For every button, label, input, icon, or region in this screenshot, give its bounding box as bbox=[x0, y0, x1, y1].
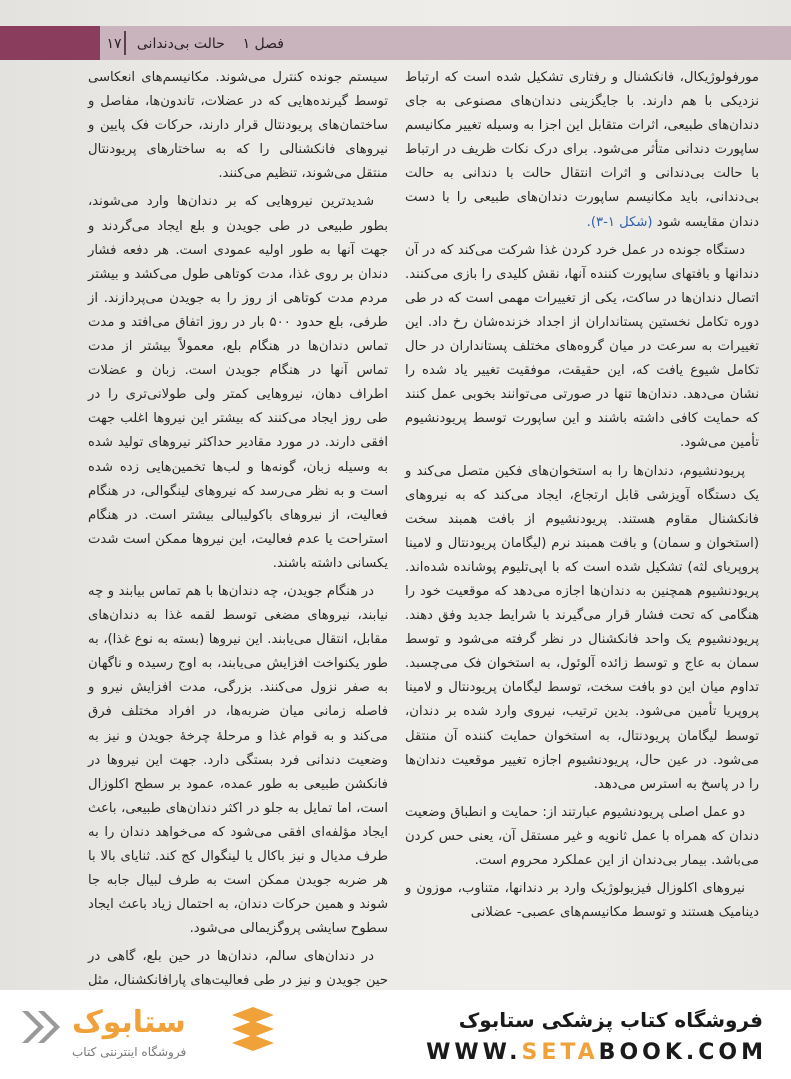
book-stack-icon bbox=[230, 1005, 276, 1061]
paragraph: نیروهای اکلوزال فیزیولوژیک وارد بر دندانها، متناوب، موزون و دینامیک هستند و توسط مکانیسم‌های عصبی- عضلانی bbox=[405, 881, 759, 921]
figure-reference[interactable]: (شکل ۱-۳). bbox=[586, 214, 653, 230]
paragraph: مورفولوژیکال، فانکشنال و رفتاری تشکیل شده است که ارتباط نزدیکی با هم دارند. با جایگزینی دندان‌های مصنوعی به جای دندان‌های طبیعی، اثرات متقابل این اجزا به وسیله تغییر مکانیسم ساپورت دندانی متأثر می‌شود. برای درک نکات ظریف در ارتباط با حالت بی‌دندانی و اثرات انتقال حالت با دندانی به حالت بی‌دندانی، باید مکانیسم ساپورت دندان‌های طبیعی را با دست دندان مقایسه شود (شکل ۱-۳). bbox=[405, 70, 759, 230]
paragraph: پریودنشیوم، دندان‌ها را به استخوان‌های فکین متصل می‌کند و یک دستگاه آویزشی قابل ارتجاع، ایجاد می‌کند که به نیروهای فانکشنال مقاوم هستند. پریودنشیوم از بافت همبند سخت (استخوان و سمان) و بافت همبند نرم (لیگامان پریودنتال و لامینا پروپریای لثه) تشکیل شده است که با اپی‌تلیوم پوشانده شده‌اند. پریودنشیوم همچنین به دندان‌ها اجازه می‌دهد که موقعیت خود را هنگامی که تحت فشار قرار می‌گیرند با شرایط جدید وفق دهند. پریودنشیوم یک واحد فانکشنال در نظر گرفته می‌شود و توسط سمان به عاج و توسط زائده آلوئول، به استخوان فک می‌چسبد. تداوم میان این دو بافت سخت، توسط لیگامان پریودنتال و لامینا پروپریا تأمین می‌شود. بدین ترتیب، نیروی وارد شده بر دندان، توسط لیگامان پریودنتال، به استخوان حمایت کننده آن منتقل می‌شود. در عین حال، پریودنشیوم اجازه تغییر موقعیت دندان‌ها را در پاسخ به استرس می‌دهد. bbox=[405, 463, 759, 792]
paragraph: دو عمل اصلی پریودنشیوم عبارتند از: حمایت و انطباق وضعیت دندان که همراه با عمل ثانویه و غیر مستقل آن، یعنی حس کردن می‌باشد. بیمار بی‌دندان از این عملکرد محروم است. bbox=[405, 804, 759, 868]
chapter-title: حالت بی‌دندانی bbox=[136, 36, 225, 52]
left-column bbox=[88, 66, 388, 990]
shop-url[interactable]: WWW.SETABOOK.COM bbox=[426, 1040, 767, 1065]
page-number: ۱۷ bbox=[106, 36, 122, 52]
setabook-logo[interactable] bbox=[18, 1005, 280, 1067]
right-column bbox=[405, 66, 759, 929]
chapter-label: فصل ۱ bbox=[242, 36, 284, 52]
header-accent-block bbox=[0, 26, 100, 60]
paragraph: سیستم جونده کنترل می‌شوند. مکانیسم‌های انعکاسی توسط گیرنده‌هایی که در عضلات، تاندون‌ها، مفاصل و ساختمان‌های پریودنتال قرار دارند، حرکات فک پایین و نیروهای فانکشنالی را که به ساختارهای پریودنتال منتقل می‌شوند، تنظیم می‌کنند. bbox=[88, 70, 388, 182]
logo-subtitle: فروشگاه اینترنتی کتاب bbox=[72, 1045, 187, 1059]
chevron-logo-icon bbox=[18, 1007, 78, 1047]
paragraph: در دندان‌های سالم، دندان‌ها در حین بلع، گاهی در حین جویدن و نیز در طی فعالیت‌های پارافانکشنال، مثل bbox=[88, 949, 388, 989]
shop-title: فروشگاه کتاب پزشکی ستابوک bbox=[458, 1008, 763, 1032]
logo-wordmark: ستابوک bbox=[72, 1005, 186, 1040]
paragraph: شدیدترین نیروهایی که بر دندان‌ها وارد می‌شوند، بطور طبیعی در طی جویدن و بلع ایجاد می‌گردند و جهت آنها به طور اولیه عمودی است. هر دفعه فشار دندان بر روی غذا، مدت کوتاهی طول می‌کشد و بیشتر مردم مدت کوتاهی از روز را به جویدن می‌پردازند. از طرفی، بلع حدود ۵۰۰ بار در روز اتفاق می‌افتد و مدت تماس دندان‌ها در هنگام بلع، معمولاً بیشتر از مدت تماس آنها در هنگام جویدن است. زبان و عضلات اطراف دهان، نیروهایی کمتر ولی طولانی‌تری را در طی روز ایجاد می‌کنند که بیشتر این نیروها اغلب جهت افقی دارند. در مورد مقادیر حداکثر نیروهای تولید شده به وسیله زبان، گونه‌ها و لب‌ها تخمین‌هایی زده شده است و به نظر می‌رسد که نیروهای لینگوالی، در هنگام فعالیت، از نیروهای باکولیبالی بیشتر است. در هنگام استراحت یا عدم فعالیت، این نیروها ممکن است شدت یکسانی داشته باشند. bbox=[88, 194, 388, 571]
paragraph: در هنگام جویدن، چه دندان‌ها با هم تماس بیابند و چه نیابند، نیروهای مضغی توسط لقمه غذا به دندان‌های مقابل، انتقال می‌یابند. این نیروها (بسته به نوع غذا)، به طور یکنواخت افزایش می‌یابند، به اوج رسیده و ناگهان به صفر نزول می‌کنند. بزرگی، مدت افزایش نیرو و فاصله زمانی میان ضربه‌ها، در افراد مختلف فرق می‌کند و به قوام غذا و مرحلهٔ چرخهٔ جویدن و نیز به وضعیت دندانی فرد بستگی دارد. جهت این نیروها در فانکشن طبیعی به طور عمده، عمود بر سطح اکلوزال است، اما تمایل به جلو در اکثر دندان‌های طبیعی، باعث ایجاد مؤلفه‌ای افقی می‌شود که می‌خواهد دندان را به طرف مدیال و نیز باکال یا لینگوال کج کند. ثنایای بالا با هر ضربه جویدن ممکن است به طرف لبیال جابه جا شوند و همین حرکات دندان، به احتمال زیاد باعث ایجاد سطوح سایشی پروگزیمالی می‌شود. bbox=[88, 583, 388, 937]
running-header bbox=[134, 31, 284, 57]
header-separator bbox=[124, 31, 126, 55]
paragraph: دستگاه جونده در عمل خرد کردن غذا شرکت می‌کند که در آن دندانها و بافتهای ساپورت کننده آنها، نقش کلیدی را بازی می‌کنند. اتصال دندان‌ها در ساکت، یکی از تغییرات مهمی است که در طی دوره تکامل نخستین پستانداران از اجداد خزنده‌شان رخ داد. این تغییرات به سرعت در میان گروه‌های مختلف پستانداران در حال تکامل شیوع یافت که، این حقیقت، موفقیت تغییر یاد شده را نشان می‌دهد. دندان‌ها تنها در صورتی می‌توانند بخوبی عمل کنند که حمایت کافی داشته باشند و این ساپورت توسط پریودنشیوم تأمین می‌شود. bbox=[405, 242, 759, 451]
